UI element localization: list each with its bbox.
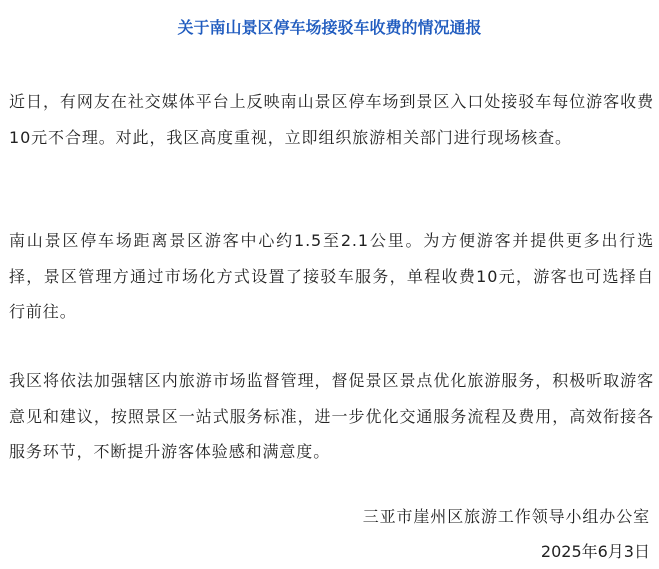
issue-date: 2025年6月3日	[540, 542, 650, 561]
issuer-signature: 三亚市崖州区旅游工作领导小组办公室	[362, 507, 650, 526]
document-title: 关于南山景区停车场接驳车收费的情况通报	[177, 18, 482, 37]
paragraph-details: 南山景区停车场距离景区游客中心约1.5至2.1公里。为方便游客并提供更多出行选择，景区管理方通过市场化方式设置了接驳车服务，单程收费10元，游客也可选择自行前往。	[9, 231, 654, 321]
paragraph-report: 近日，有网友在社交媒体平台上反映南山景区停车场到景区入口处接驳车每位游客收费10元不合理。对此，我区高度重视，立即组织旅游相关部门进行现场核查。	[9, 92, 654, 147]
paragraph-measures: 我区将依法加强辖区内旅游市场监督管理，督促景区景点优化旅游服务，积极听取游客意见和建议，按照景区一站式服务标准，进一步优化交通服务流程及费用，高效衔接各服务环节，不断提升游客体验感和满意度。	[9, 371, 654, 461]
